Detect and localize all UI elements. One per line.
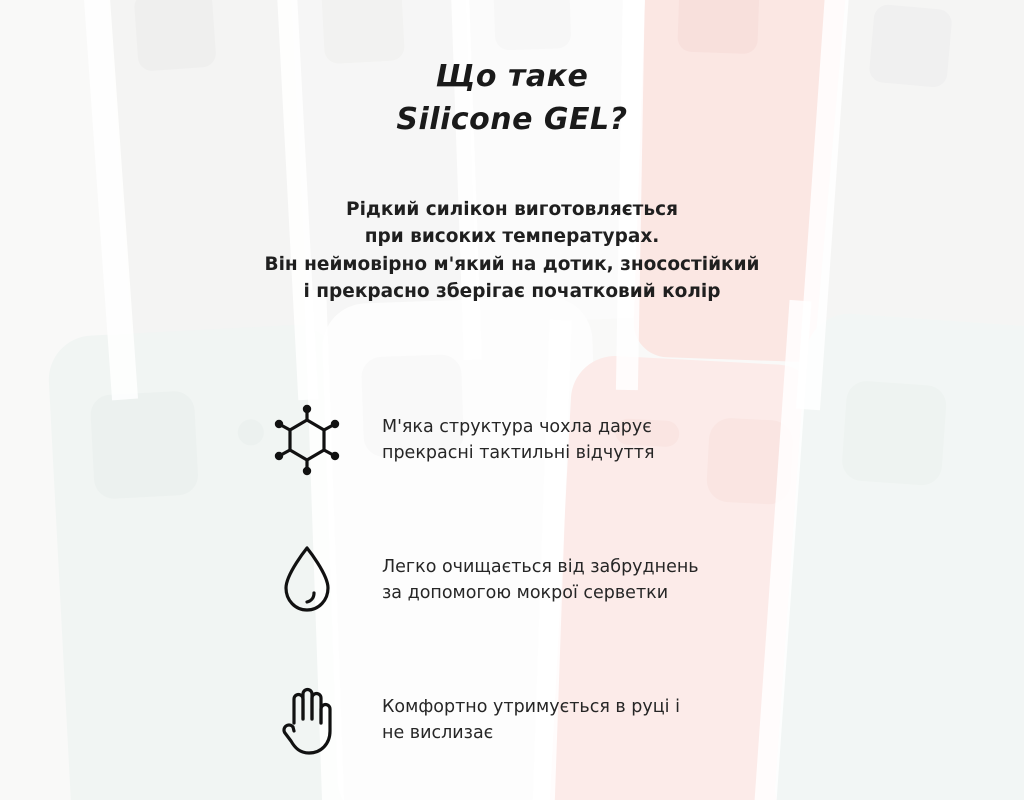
water-drop-icon [268,541,346,619]
intro-paragraph [0,196,1024,306]
feature-line-2: прекрасні тактильні відчуття [382,443,655,463]
feature-line-2: не вислизає [382,723,494,743]
feature-item [268,370,808,510]
hand-icon [268,681,346,759]
molecule-structure-icon [268,401,346,479]
feature-line-1: Легко очищається від забруднень [382,556,699,577]
intro-line-3: Він неймовірно м'який на дотик, зносостійкий [264,253,760,275]
title-line-2: Silicone GEL? [396,101,628,137]
feature-list [268,370,808,790]
title-line-1: Що таке [435,59,589,94]
intro-line-1: Рідкий силікон виготовляється [346,199,678,220]
feature-text [382,414,655,467]
feature-line-1: Комфортно утримується в руці і [382,696,680,717]
intro-line-2: при високих температурах. [364,226,660,248]
intro-line-4: і прекрасно зберігає початковий колір [303,281,721,303]
feature-item [268,650,808,790]
feature-line-1: М'яка структура чохла дарує [382,416,652,437]
feature-line-2: за допомогою мокрої серветки [382,583,669,603]
feature-text [382,694,680,747]
poster-title [0,56,1024,141]
feature-item [268,510,808,650]
feature-text [382,554,699,607]
